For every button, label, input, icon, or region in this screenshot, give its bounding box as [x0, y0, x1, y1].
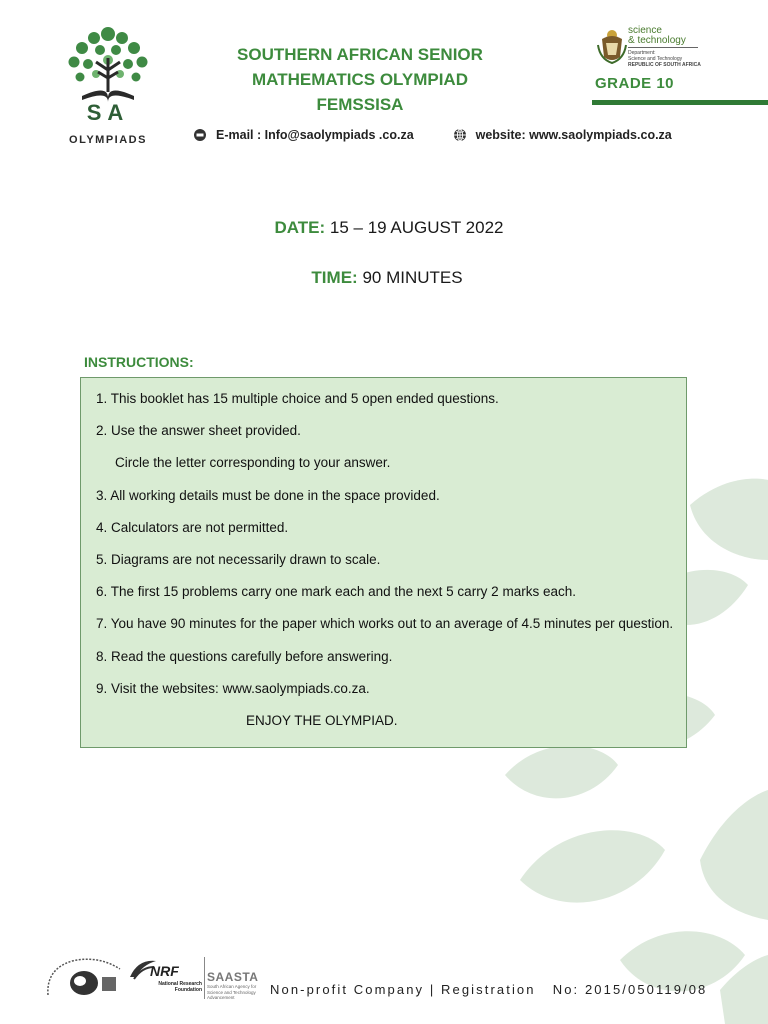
time-value: 90 MINUTES [362, 268, 463, 287]
title-line-2: MATHEMATICS OLYMPIAD [252, 70, 468, 89]
contact-email[interactable] [193, 128, 414, 142]
saasta-sub: South African Agency for Science and Technology Advancement [207, 984, 257, 1000]
contact-line [193, 128, 672, 145]
instructions-list [96, 390, 673, 712]
contact-website-text: website: www.saolympiads.co.za [475, 128, 672, 142]
instruction-item: 1. This booklet has 15 multiple choice and 5 open ended questions. [96, 391, 499, 406]
registration-text: Non-profit Company | Registration No: 2015/050119/08 [270, 982, 708, 997]
partner-dept-line1: Department: [628, 50, 656, 56]
globe-icon [453, 128, 467, 142]
seal-logo-icon [42, 955, 126, 1001]
partner-dept-line3: REPUBLIC OF SOUTH AFRICA [628, 62, 701, 68]
saasta-text: SAASTA [207, 970, 259, 984]
exam-date [0, 218, 768, 238]
page-title [200, 42, 520, 117]
instruction-item: 4. Calculators are not permitted. [96, 519, 289, 535]
partner-divider [628, 47, 698, 48]
logo-olympiads-text: OLYMPIADS [69, 134, 147, 146]
partner-name-line2: & technology [628, 35, 686, 46]
instruction-item: 5. Diagrams are not necessarily drawn to scale. [96, 551, 381, 567]
email-icon [193, 128, 207, 142]
exam-time [0, 268, 768, 288]
tree-book-logo-icon [58, 22, 158, 152]
instruction-item: 9. Visit the websites: www.saolympiads.co.za. [96, 680, 370, 696]
instruction-item: 7. You have 90 minutes for the paper which works out to an average of 4.5 minutes per question. [96, 616, 674, 632]
instruction-item: 8. Read the questions carefully before answering. [96, 648, 393, 664]
logo-sa-letters: SA [86, 100, 130, 125]
saasta-logo [207, 970, 265, 1000]
grade-label: GRADE 10 [595, 75, 675, 92]
time-label: TIME: [311, 268, 358, 287]
date-value: 15 – 19 AUGUST 2022 [329, 218, 504, 237]
title-line-3: FEMSSISA [316, 95, 404, 114]
instruction-item: 6. The first 15 problems carry one mark each and the next 5 carry 2 marks each. [96, 584, 576, 600]
partner-name-line1: science [628, 25, 662, 36]
instruction-item: 2. Use the answer sheet provided. [96, 423, 301, 439]
nrf-logo [128, 957, 206, 999]
nrf-sub: National Research Foundation [158, 981, 202, 993]
header-accent-bar [592, 100, 768, 105]
date-label: DATE: [274, 218, 326, 237]
closing-message: ENJOY THE OLYMPIAD. [246, 713, 398, 728]
coat-of-arms-icon [592, 25, 632, 65]
instruction-item: Circle the letter corresponding to your answer. [115, 455, 391, 471]
partner-dept-line2: Science and Technology [628, 56, 683, 62]
contact-website[interactable] [453, 128, 672, 142]
instructions-box [80, 377, 687, 748]
instruction-item: 3. All working details must be done in the space provided. [96, 487, 440, 503]
title-line-1: SOUTHERN AFRICAN SENIOR [237, 45, 483, 64]
nrf-text: NRF [150, 963, 179, 979]
contact-email-text: E-mail : Info@saolympiads .co.za [216, 128, 414, 142]
instructions-heading: INSTRUCTIONS: [84, 354, 194, 370]
